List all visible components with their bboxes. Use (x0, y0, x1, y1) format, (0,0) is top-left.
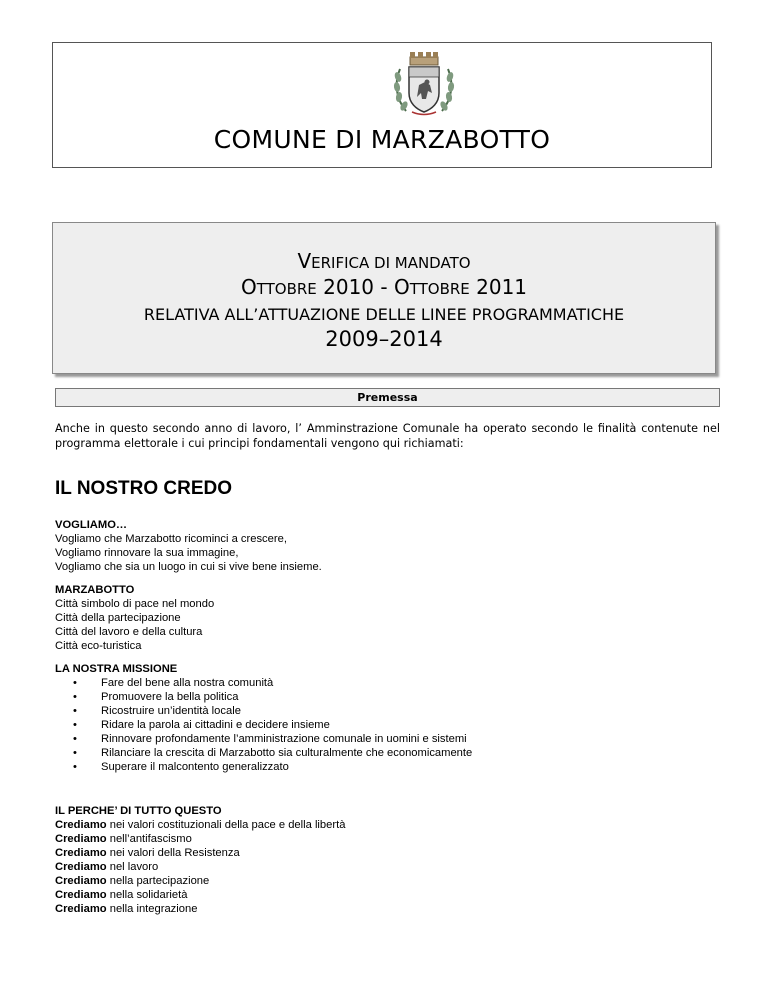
credo-heading: IL NOSTRO CREDO (55, 478, 232, 499)
mandato-line-1: VERIFICA DI MANDATO (297, 249, 471, 273)
list-item: • Ridare la parola ai cittadini e decidere insieme (55, 718, 472, 732)
mandato-period: OTTOBRE 2010 - OTTOBRE 2011 (240, 275, 528, 299)
mandato-years: 2009–2014 (325, 327, 443, 351)
crediamo-line: Crediamo nei valori della Resistenza (55, 847, 240, 859)
marzabotto-section (55, 583, 214, 653)
crediamo-line: Crediamo nella partecipazione (55, 875, 210, 887)
mandato-title-box (52, 222, 716, 374)
perche-section (55, 804, 345, 916)
crediamo-line: Crediamo nella integrazione (55, 903, 198, 915)
municipal-crest-icon (392, 49, 456, 119)
missione-section (55, 662, 472, 774)
list-item: • Promuovere la bella politica (55, 690, 472, 704)
mandato-line-3: RELATIVA ALL’ATTUAZIONE DELLE LINEE PROGRAMMATICHE (143, 305, 625, 324)
crediamo-line: Crediamo nella solidarietà (55, 889, 188, 901)
comune-header-box (52, 42, 712, 168)
comune-title: COMUNE DI MARZABOTTO (213, 125, 551, 154)
marzabotto-line: Città della partecipazione (55, 612, 181, 624)
marzabotto-line: Città eco-turistica (55, 640, 142, 652)
list-item: • Fare del bene alla nostra comunità (55, 676, 472, 690)
missione-list (55, 676, 472, 774)
crediamo-line: Crediamo nell’antifascismo (55, 833, 192, 845)
missione-heading: LA NOSTRA MISSIONE (55, 663, 178, 675)
list-item: • Superare il malcontento generalizzato (55, 760, 472, 774)
vogliamo-line: Vogliamo rinnovare la sua immagine, (55, 547, 239, 559)
vogliamo-section (55, 518, 322, 574)
marzabotto-line: Città simbolo di pace nel mondo (55, 598, 215, 610)
marzabotto-line: Città del lavoro e della cultura (55, 626, 203, 638)
crediamo-line: Crediamo nei valori costituzionali della pace e della libertà (55, 819, 346, 831)
list-item: • Rilanciare la crescita di Marzabotto sia culturalmente che economicamente (55, 746, 472, 760)
list-item: • Ricostruire un’identità locale (55, 704, 472, 718)
vogliamo-line: Vogliamo che Marzabotto ricominci a crescere, (55, 533, 287, 545)
premessa-heading: Premessa (55, 388, 720, 407)
vogliamo-line: Vogliamo che sia un luogo in cui si vive bene insieme. (55, 561, 322, 573)
premessa-text: Anche in questo secondo anno di lavoro, l’ Amminstrazione Comunale ha operato secondo le finalità contenute nel programma elettorale i cui principi fondamentali vengono qui richiamati: (55, 422, 720, 450)
list-item: • Rinnovare profondamente l’amministrazione comunale in uomini e sistemi (55, 732, 472, 746)
perche-heading: IL PERCHE’ DI TUTTO QUESTO (55, 805, 222, 817)
marzabotto-heading: MARZABOTTO (55, 584, 135, 596)
vogliamo-heading: VOGLIAMO… (55, 519, 128, 531)
crediamo-line: Crediamo nel lavoro (55, 861, 159, 873)
